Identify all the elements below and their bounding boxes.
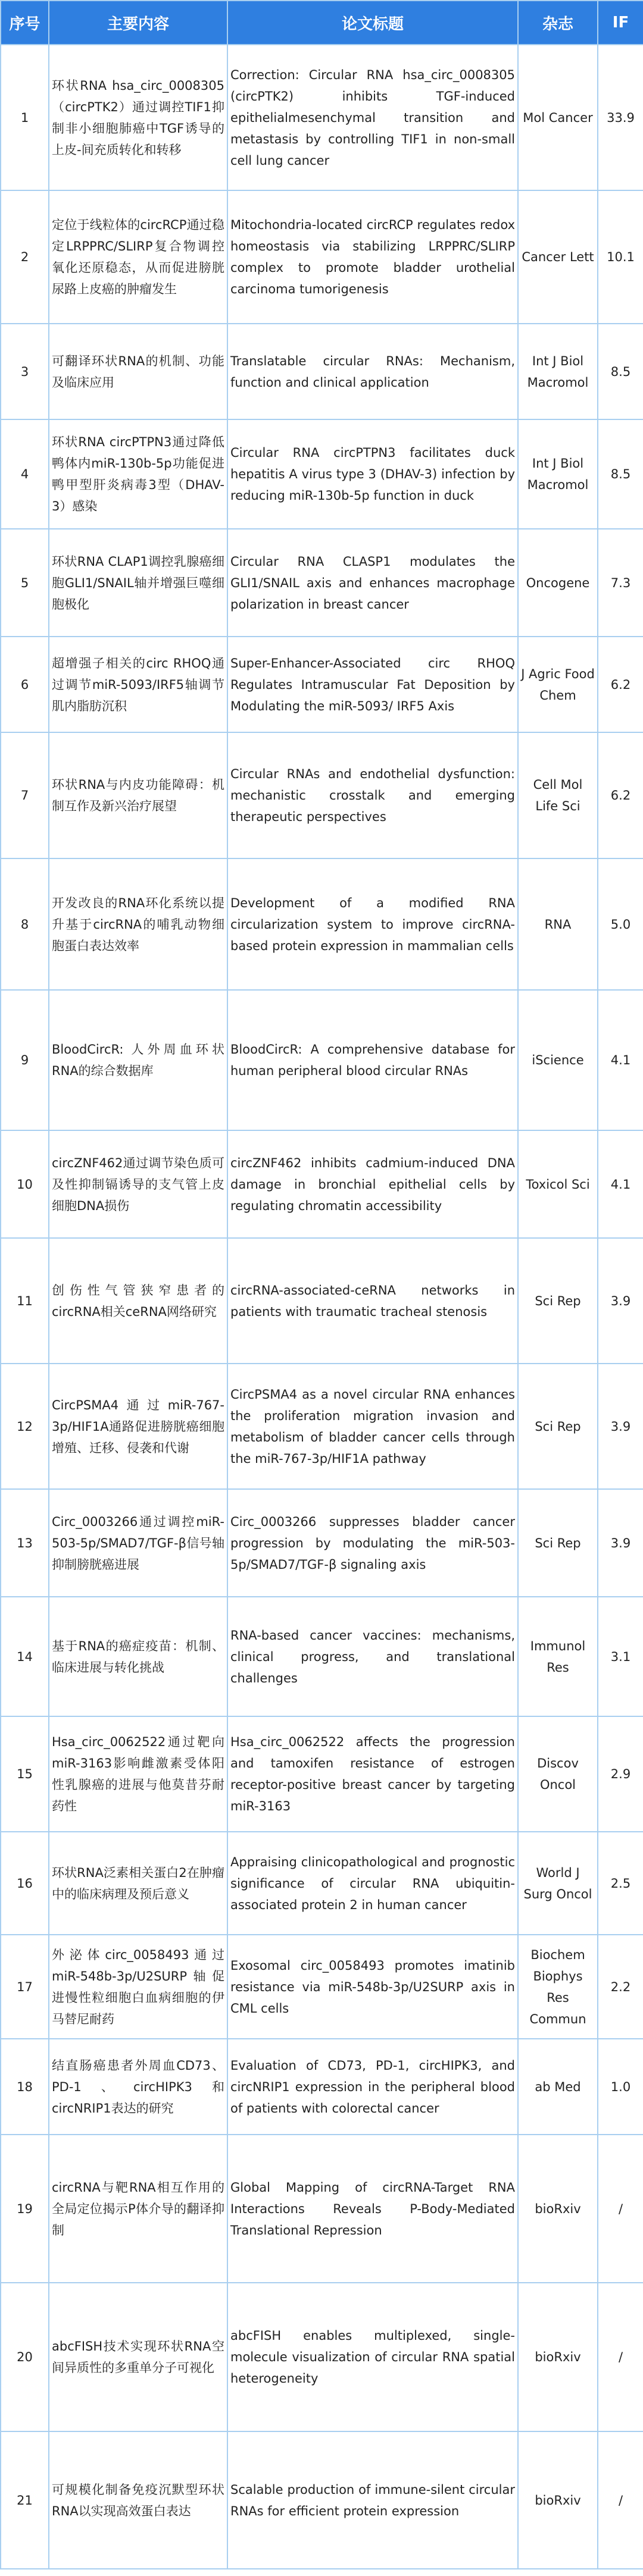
row-number: 11 xyxy=(1,1238,49,1364)
row-summary: circZNF462通过调节染色质可及性抑制镉诱导的支气管上皮细胞DNA损伤 xyxy=(49,1130,227,1238)
row-impact-factor: 1.0 xyxy=(598,2039,643,2135)
table-row xyxy=(1,1238,643,1364)
row-paper-title: Scalable production of immune-silent circular RNAs for efficient protein expression xyxy=(227,2431,518,2569)
table-row xyxy=(1,2283,643,2431)
table-row xyxy=(1,1489,643,1597)
row-journal: Int J Biol Macromol xyxy=(518,419,598,529)
row-journal: Int J Biol Macromol xyxy=(518,324,598,419)
row-journal: Cell Mol Life Sci xyxy=(518,732,598,858)
table-row xyxy=(1,419,643,529)
row-journal: Biochem Biophys Res Commun xyxy=(518,1935,598,2039)
table-row xyxy=(1,1716,643,1832)
row-number: 9 xyxy=(1,990,49,1130)
header-no: 序号 xyxy=(1,1,49,45)
table-row xyxy=(1,1130,643,1238)
row-paper-title: Circular RNA circPTPN3 facilitates duck hepatitis A virus type 3 (DHAV-3) infection by reducing miR-130b-5p function in duck xyxy=(227,419,518,529)
row-number: 5 xyxy=(1,529,49,637)
row-paper-title: Mitochondria-located circRCP regulates redox homeostasis via stabilizing LRPPRC/SLIRP complex to promote bladder urothelial carcinoma tumorigenesis xyxy=(227,190,518,324)
row-impact-factor: 8.5 xyxy=(598,324,643,419)
row-journal: Toxicol Sci xyxy=(518,1130,598,1238)
row-summary: 定位于线粒体的circRCP通过稳定LRPPRC/SLIRP复合物调控氧化还原稳态，从而促进膀胱尿路上皮癌的肿瘤发生 xyxy=(49,190,227,324)
row-number: 15 xyxy=(1,1716,49,1832)
row-paper-title: Hsa_circ_0062522 affects the progression and tamoxifen resistance of estrogen receptor-positive breast cancer by targeting miR-3163 xyxy=(227,1716,518,1832)
table-row xyxy=(1,1832,643,1935)
row-summary: 超增强子相关的circ RHOQ通过调节miR-5093/IRF5轴调节肌内脂肪沉积 xyxy=(49,637,227,732)
row-impact-factor: 4.1 xyxy=(598,990,643,1130)
row-journal: Sci Rep xyxy=(518,1489,598,1597)
row-summary: 环状RNA泛素相关蛋白2在肿瘤中的临床病理及预后意义 xyxy=(49,1832,227,1935)
row-journal: Immunol Res xyxy=(518,1597,598,1716)
row-journal: Cancer Lett xyxy=(518,190,598,324)
row-journal: Oncogene xyxy=(518,529,598,637)
row-impact-factor: 2.2 xyxy=(598,1935,643,2039)
row-summary: 环状RNA CLAP1调控乳腺癌细胞GLI1/SNAIL轴并增强巨噬细胞极化 xyxy=(49,529,227,637)
header-title: 论文标题 xyxy=(227,1,518,45)
row-paper-title: CircPSMA4 as a novel circular RNA enhances the proliferation migration invasion and metabolism of bladder cancer cells through the miR-767-3p/HIF1A pathway xyxy=(227,1364,518,1489)
header-if: IF xyxy=(598,1,643,45)
row-journal: World J Surg Oncol xyxy=(518,1832,598,1935)
row-impact-factor: 2.9 xyxy=(598,1716,643,1832)
row-paper-title: BloodCircR: A comprehensive database for human peripheral blood circular RNAs xyxy=(227,990,518,1130)
row-impact-factor: / xyxy=(598,2283,643,2431)
row-paper-title: circZNF462 inhibits cadmium-induced DNA damage in bronchial epithelial cells by regulating chromatin accessibility xyxy=(227,1130,518,1238)
row-journal: iScience xyxy=(518,990,598,1130)
row-summary: 环状RNA与内皮功能障碍：机制互作及新兴治疗展望 xyxy=(49,732,227,858)
row-impact-factor: 7.3 xyxy=(598,529,643,637)
row-summary: 可规模化制备免疫沉默型环状RNA以实现高效蛋白表达 xyxy=(49,2431,227,2569)
row-impact-factor: 10.1 xyxy=(598,190,643,324)
row-paper-title: Global Mapping of circRNA-Target RNA Interactions Reveals P-Body-Mediated Translational Repression xyxy=(227,2135,518,2283)
row-paper-title: Development of a modified RNA circularization system to improve circRNA-based protein expression in mammalian cells xyxy=(227,858,518,990)
row-number: 19 xyxy=(1,2135,49,2283)
table-row xyxy=(1,990,643,1130)
row-paper-title: RNA-based cancer vaccines: mechanisms, clinical progress, and translational challenges xyxy=(227,1597,518,1716)
table-row xyxy=(1,1364,643,1489)
table-row xyxy=(1,2431,643,2569)
row-impact-factor: 8.5 xyxy=(598,419,643,529)
row-number: 17 xyxy=(1,1935,49,2039)
row-impact-factor: 3.9 xyxy=(598,1238,643,1364)
row-journal: Mol Cancer xyxy=(518,45,598,190)
row-number: 13 xyxy=(1,1489,49,1597)
row-impact-factor: / xyxy=(598,2431,643,2569)
row-paper-title: Exosomal circ_0058493 promotes imatinib resistance via miR-548b-3p/U2SURP axis in CML cells xyxy=(227,1935,518,2039)
row-paper-title: circRNA-associated-ceRNA networks in patients with traumatic tracheal stenosis xyxy=(227,1238,518,1364)
table-row xyxy=(1,2135,643,2283)
row-journal: Sci Rep xyxy=(518,1238,598,1364)
table-header-row xyxy=(1,1,643,45)
row-number: 10 xyxy=(1,1130,49,1238)
row-impact-factor: / xyxy=(598,2135,643,2283)
row-impact-factor: 4.1 xyxy=(598,1130,643,1238)
row-number: 21 xyxy=(1,2431,49,2569)
table-row xyxy=(1,1935,643,2039)
row-summary: abcFISH技术实现环状RNA空间异质性的多重单分子可视化 xyxy=(49,2283,227,2431)
row-number: 1 xyxy=(1,45,49,190)
row-impact-factor: 6.2 xyxy=(598,637,643,732)
row-summary: BloodCircR: 人外周血环状RNA的综合数据库 xyxy=(49,990,227,1130)
row-number: 7 xyxy=(1,732,49,858)
row-number: 4 xyxy=(1,419,49,529)
row-paper-title: Super-Enhancer-Associated circ RHOQ Regulates Intramuscular Fat Deposition by Modulating the miR-5093/ IRF5 Axis xyxy=(227,637,518,732)
row-number: 18 xyxy=(1,2039,49,2135)
row-summary: Circ_0003266通过调控miR-503-5p/SMAD7/TGF-β信号轴抑制膀胱癌进展 xyxy=(49,1489,227,1597)
row-summary: 开发改良的RNA环化系统以提升基于circRNA的哺乳动物细胞蛋白表达效率 xyxy=(49,858,227,990)
row-journal: Sci Rep xyxy=(518,1364,598,1489)
table-row xyxy=(1,732,643,858)
row-impact-factor: 3.9 xyxy=(598,1364,643,1489)
row-journal: ab Med xyxy=(518,2039,598,2135)
row-journal: bioRxiv xyxy=(518,2431,598,2569)
row-number: 6 xyxy=(1,637,49,732)
row-paper-title: Circ_0003266 suppresses bladder cancer progression by modulating the miR-503-5p/SMAD7/TGF-β signaling axis xyxy=(227,1489,518,1597)
row-journal: J Agric Food Chem xyxy=(518,637,598,732)
row-summary: 基于RNA的癌症疫苗：机制、临床进展与转化挑战 xyxy=(49,1597,227,1716)
row-summary: 环状RNA hsa_circ_0008305（circPTK2）通过调控TIF1抑制非小细胞肺癌中TGF诱导的上皮-间充质转化和转移 xyxy=(49,45,227,190)
row-number: 8 xyxy=(1,858,49,990)
row-summary: 环状RNA circPTPN3通过降低鸭体内miR-130b-5p功能促进鸭甲型肝炎病毒3型（DHAV-3）感染 xyxy=(49,419,227,529)
row-paper-title: Appraising clinicopathological and prognostic significance of circular RNA ubiquitin-associated protein 2 in human cancer xyxy=(227,1832,518,1935)
row-impact-factor: 3.1 xyxy=(598,1597,643,1716)
row-number: 20 xyxy=(1,2283,49,2431)
row-summary: 可翻译环状RNA的机制、功能及临床应用 xyxy=(49,324,227,419)
row-summary: 结直肠癌患者外周血CD73、PD-1、circHIPK3和circNRIP1表达的研究 xyxy=(49,2039,227,2135)
row-summary: CircPSMA4通过miR-767-3p/HIF1A通路促进膀胱癌细胞增殖、迁移、侵袭和代谢 xyxy=(49,1364,227,1489)
row-number: 3 xyxy=(1,324,49,419)
row-number: 12 xyxy=(1,1364,49,1489)
row-summary: Hsa_circ_0062522通过靶向miR-3163影响雌激素受体阳性乳腺癌的进展与他莫昔芬耐药性 xyxy=(49,1716,227,1832)
row-impact-factor: 2.5 xyxy=(598,1832,643,1935)
row-impact-factor: 5.0 xyxy=(598,858,643,990)
row-paper-title: Translatable circular RNAs: Mechanism, function and clinical application xyxy=(227,324,518,419)
row-journal: Discov Oncol xyxy=(518,1716,598,1832)
row-summary: 外泌体circ_0058493通过miR-548b-3p/U2SURP轴促进慢性粒细胞白血病细胞的伊马替尼耐药 xyxy=(49,1935,227,2039)
row-number: 14 xyxy=(1,1597,49,1716)
row-number: 2 xyxy=(1,190,49,324)
row-paper-title: Circular RNAs and endothelial dysfunction: mechanistic crosstalk and emerging therapeutic perspectives xyxy=(227,732,518,858)
row-impact-factor: 33.9 xyxy=(598,45,643,190)
header-summary: 主要内容 xyxy=(49,1,227,45)
row-journal: bioRxiv xyxy=(518,2283,598,2431)
row-paper-title: abcFISH enables multiplexed, single-molecule visualization of circular RNA spatial heterogeneity xyxy=(227,2283,518,2431)
row-summary: 创伤性气管狭窄患者的circRNA相关ceRNA网络研究 xyxy=(49,1238,227,1364)
row-journal: bioRxiv xyxy=(518,2135,598,2283)
row-paper-title: Circular RNA CLASP1 modulates the GLI1/SNAIL axis and enhances macrophage polarization in breast cancer xyxy=(227,529,518,637)
table-row xyxy=(1,45,643,190)
table-row xyxy=(1,529,643,637)
table-row xyxy=(1,1597,643,1716)
table-row xyxy=(1,190,643,324)
table-row xyxy=(1,637,643,732)
table-row xyxy=(1,858,643,990)
row-impact-factor: 6.2 xyxy=(598,732,643,858)
table-row xyxy=(1,2039,643,2135)
row-paper-title: Evaluation of CD73, PD-1, circHIPK3, and circNRIP1 expression in the peripheral blood of patients with colorectal cancer xyxy=(227,2039,518,2135)
row-impact-factor: 3.9 xyxy=(598,1489,643,1597)
row-paper-title: Correction: Circular RNA hsa_circ_0008305 (circPTK2) inhibits TGF-induced epithelialmesenchymal transition and metastasis by controlling TIF1 in non-small cell lung cancer xyxy=(227,45,518,190)
row-summary: circRNA与靶RNA相互作用的全局定位揭示P体介导的翻译抑制 xyxy=(49,2135,227,2283)
header-journal: 杂志 xyxy=(518,1,598,45)
row-number: 16 xyxy=(1,1832,49,1935)
table-row xyxy=(1,324,643,419)
row-journal: RNA xyxy=(518,858,598,990)
